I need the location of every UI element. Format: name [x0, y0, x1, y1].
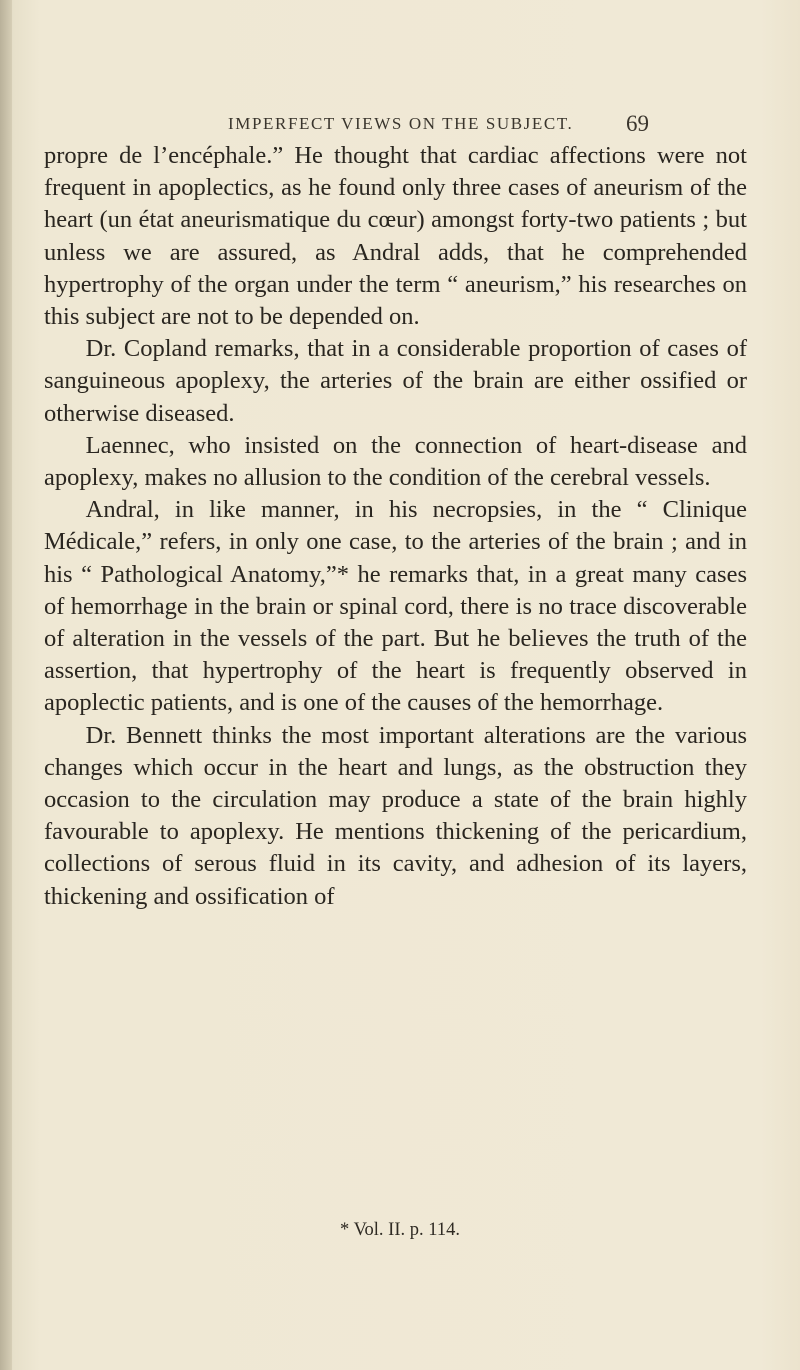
paragraph-continuation: propre de l’encéphale.” He thought that cardiac affections were not frequent in apoplectics, as he found only three cases of aneurism of the heart (un état aneurismatique du cœur) amongst forty-two patients ; but unless we are assured, as Andral adds, that he comprehended hypertrophy of the organ under the term “ aneurism,” his researches on this subject are not to be depended on.: [44, 142, 747, 331]
paragraph-copland: Dr. Copland remarks, that in a considerable proportion of cases of sanguineous apoplexy, the arteries of the brain are either ossified or otherwise diseased.: [44, 335, 747, 427]
running-title: IMPERFECT VIEWS ON THE SUBJECT.: [228, 114, 574, 133]
footnote: * Vol. II. p. 114.: [340, 1220, 460, 1240]
paragraph-bennett: Dr. Bennett thinks the most important alterations are the various changes which occur in the heart and lungs, as the obstruction they occasion to the circulation may produce a state of the brain highly favourable to apoplexy. He mentions thickening of the pericardium, collections of serous fluid in its cavity, and adhesion of its layers, thickening and ossification of: [44, 721, 747, 910]
page-gutter: [0, 0, 12, 1370]
body-text: [44, 140, 747, 913]
paragraph-andral: Andral, in like manner, in his necropsies, in the “ Clinique Médicale,” refers, in only one case, to the arteries of the brain ; and in his “ Pathological Anatomy,”* he remarks that, in a great many cases of hemorrhage in the brain or spinal cord, there is no trace discoverable of alteration in the vessels of the part. But he believes the truth of the assertion, that hypertrophy of the heart is frequently observed in apoplectic patients, and is one of the causes of the hemorrhage.: [44, 496, 747, 717]
paragraph-laennec: Laennec, who insisted on the connection of heart-disease and apoplexy, makes no allusion to the condition of the cerebral vessels.: [44, 431, 747, 492]
page-number: 69: [626, 111, 649, 136]
